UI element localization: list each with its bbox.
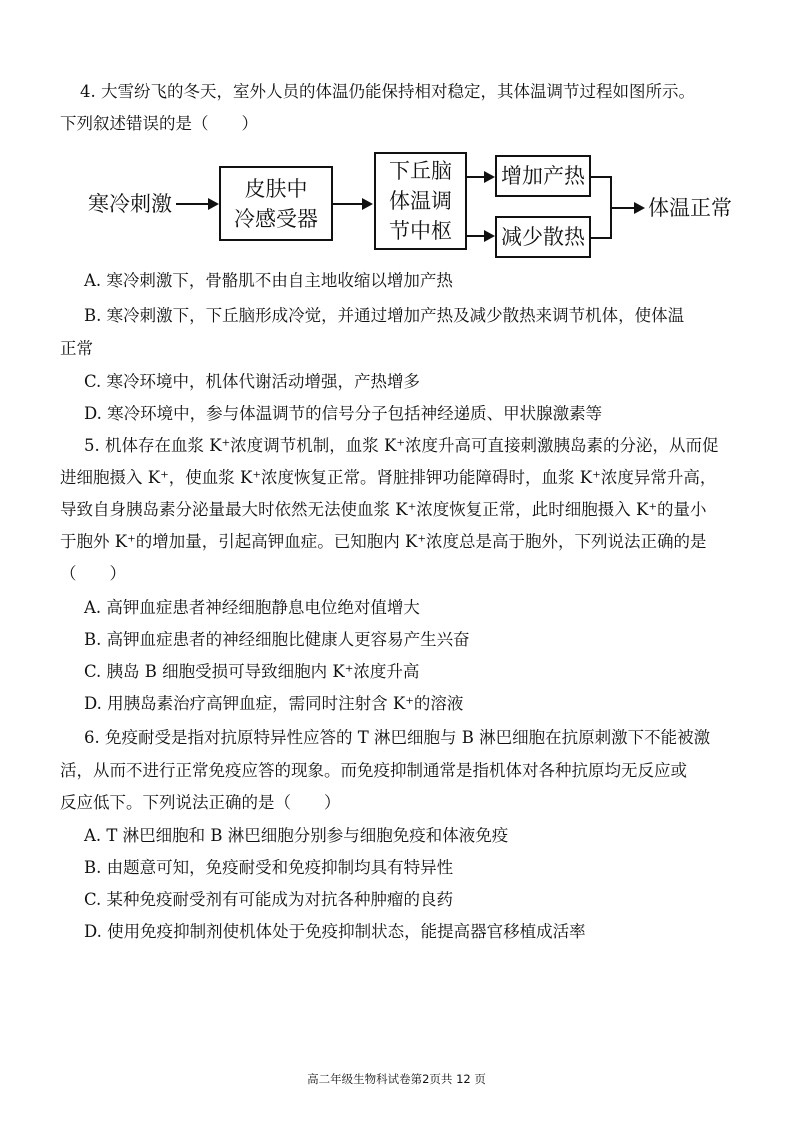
q4-option-d: D. 寒冷环境中，参与体温调节的信号分子包括神经递质、甲状腺激素等 [84,404,603,423]
diagram-heatup-box [495,155,591,197]
arrow-receptor-center [333,203,363,205]
q4-option-c: C. 寒冷环境中，机体代谢活动增强，产热增多 [84,372,421,391]
arrowhead-center-heatup [484,171,495,183]
receptor-line2: 冷感受器 [234,206,318,231]
arrowhead-center-heatdown [484,230,495,242]
merge-line-top [591,176,612,178]
center-line3: 节中枢 [389,219,452,243]
arrow-to-result [610,207,636,209]
arrowhead-stimulus-receptor [208,198,219,210]
center-line1: 下丘脑 [389,159,452,183]
diagram-stimulus: 寒冷刺激 [88,192,172,216]
q6-stem-line2: 活，从而不进行正常免疫应答的现象。而免疫抑制通常是指机体对各种抗原均无反应或 [60,761,687,780]
diagram-center-box [374,152,467,250]
diagram-heatdown-box [495,216,591,258]
q6-option-a: A. T 淋巴细胞和 B 淋巴细胞分别参与细胞免疫和体液免疫 [84,826,509,845]
arrowhead-receptor-center [362,198,373,210]
q6-stem-line3: 反应低下。下列说法正确的是（ ） [60,793,341,812]
q5-stem-line2: 进细胞摄入 K⁺，使血浆 K⁺浓度恢复正常。肾脏排钾功能障碍时，血浆 K⁺浓度异常升高， [60,468,717,487]
q4-stem-line1: 4. 大雪纷飞的冬天，室外人员的体温仍能保持相对稳定，其体温调节过程如图所示。 [80,82,695,101]
arrowhead-to-result [634,202,645,214]
diagram-result: 体温正常 [648,196,732,220]
q5-option-b: B. 高钾血症患者的神经细胞比健康人更容易产生兴奋 [84,630,470,649]
center-line2: 体温调 [389,189,452,213]
q5-stem-line5: （ ） [60,564,126,583]
merge-line-bottom [591,237,612,239]
q6-option-b: B. 由题意可知，免疫耐受和免疫抑制均具有特异性 [84,858,454,877]
heatdown-label: 减少散热 [501,225,585,249]
diagram-receptor-box [219,166,333,241]
heatup-label: 增加产热 [501,164,585,188]
q5-option-a: A. 高钾血症患者神经细胞静息电位绝对值增大 [84,598,420,617]
q5-stem-line4: 于胞外 K⁺的增加量，引起高钾血症。已知胞内 K⁺浓度总是高于胞外，下列说法正确的是 [60,532,707,551]
q5-stem-line3: 导致自身胰岛素分泌量最大时依然无法使血浆 K⁺浓度恢复正常，此时细胞摄入 K⁺的量小 [60,500,707,519]
q5-option-d: D. 用胰岛素治疗高钾血症，需同时注射含 K⁺的溶液 [84,694,464,713]
q4-option-b-line2: 正常 [60,339,93,358]
q6-option-c: C. 某种免疫耐受剂有可能成为对抗各种肿瘤的良药 [84,890,454,909]
q6-stem-line1: 6. 免疫耐受是指对抗原特异性应答的 T 淋巴细胞与 B 淋巴细胞在抗原刺激下不能被激 [84,728,711,747]
arrow-stimulus-receptor [176,203,210,205]
q4-option-a: A. 寒冷刺激下，骨骼肌不由自主地收缩以增加产热 [84,271,453,290]
q6-option-d: D. 使用免疫抑制剂使机体处于免疫抑制状态，能提高器官移植成活率 [84,922,586,941]
q5-option-c: C. 胰岛 B 细胞受损可导致细胞内 K⁺浓度升高 [84,662,420,681]
q4-stem-line2: 下列叙述错误的是（ ） [60,114,258,133]
q5-stem-line1: 5. 机体存在血浆 K⁺浓度调节机制，血浆 K⁺浓度升高可直接刺激胰岛素的分泌，从而促 [84,436,719,455]
page-footer: 高二年级生物科试卷第2页共 12 页 [307,1072,486,1086]
receptor-line1: 皮肤中 [244,176,308,201]
q4-option-b-line1: B. 寒冷刺激下，下丘脑形成冷觉，并通过增加产热及减少散热来调节机体，使体温 [84,306,685,325]
